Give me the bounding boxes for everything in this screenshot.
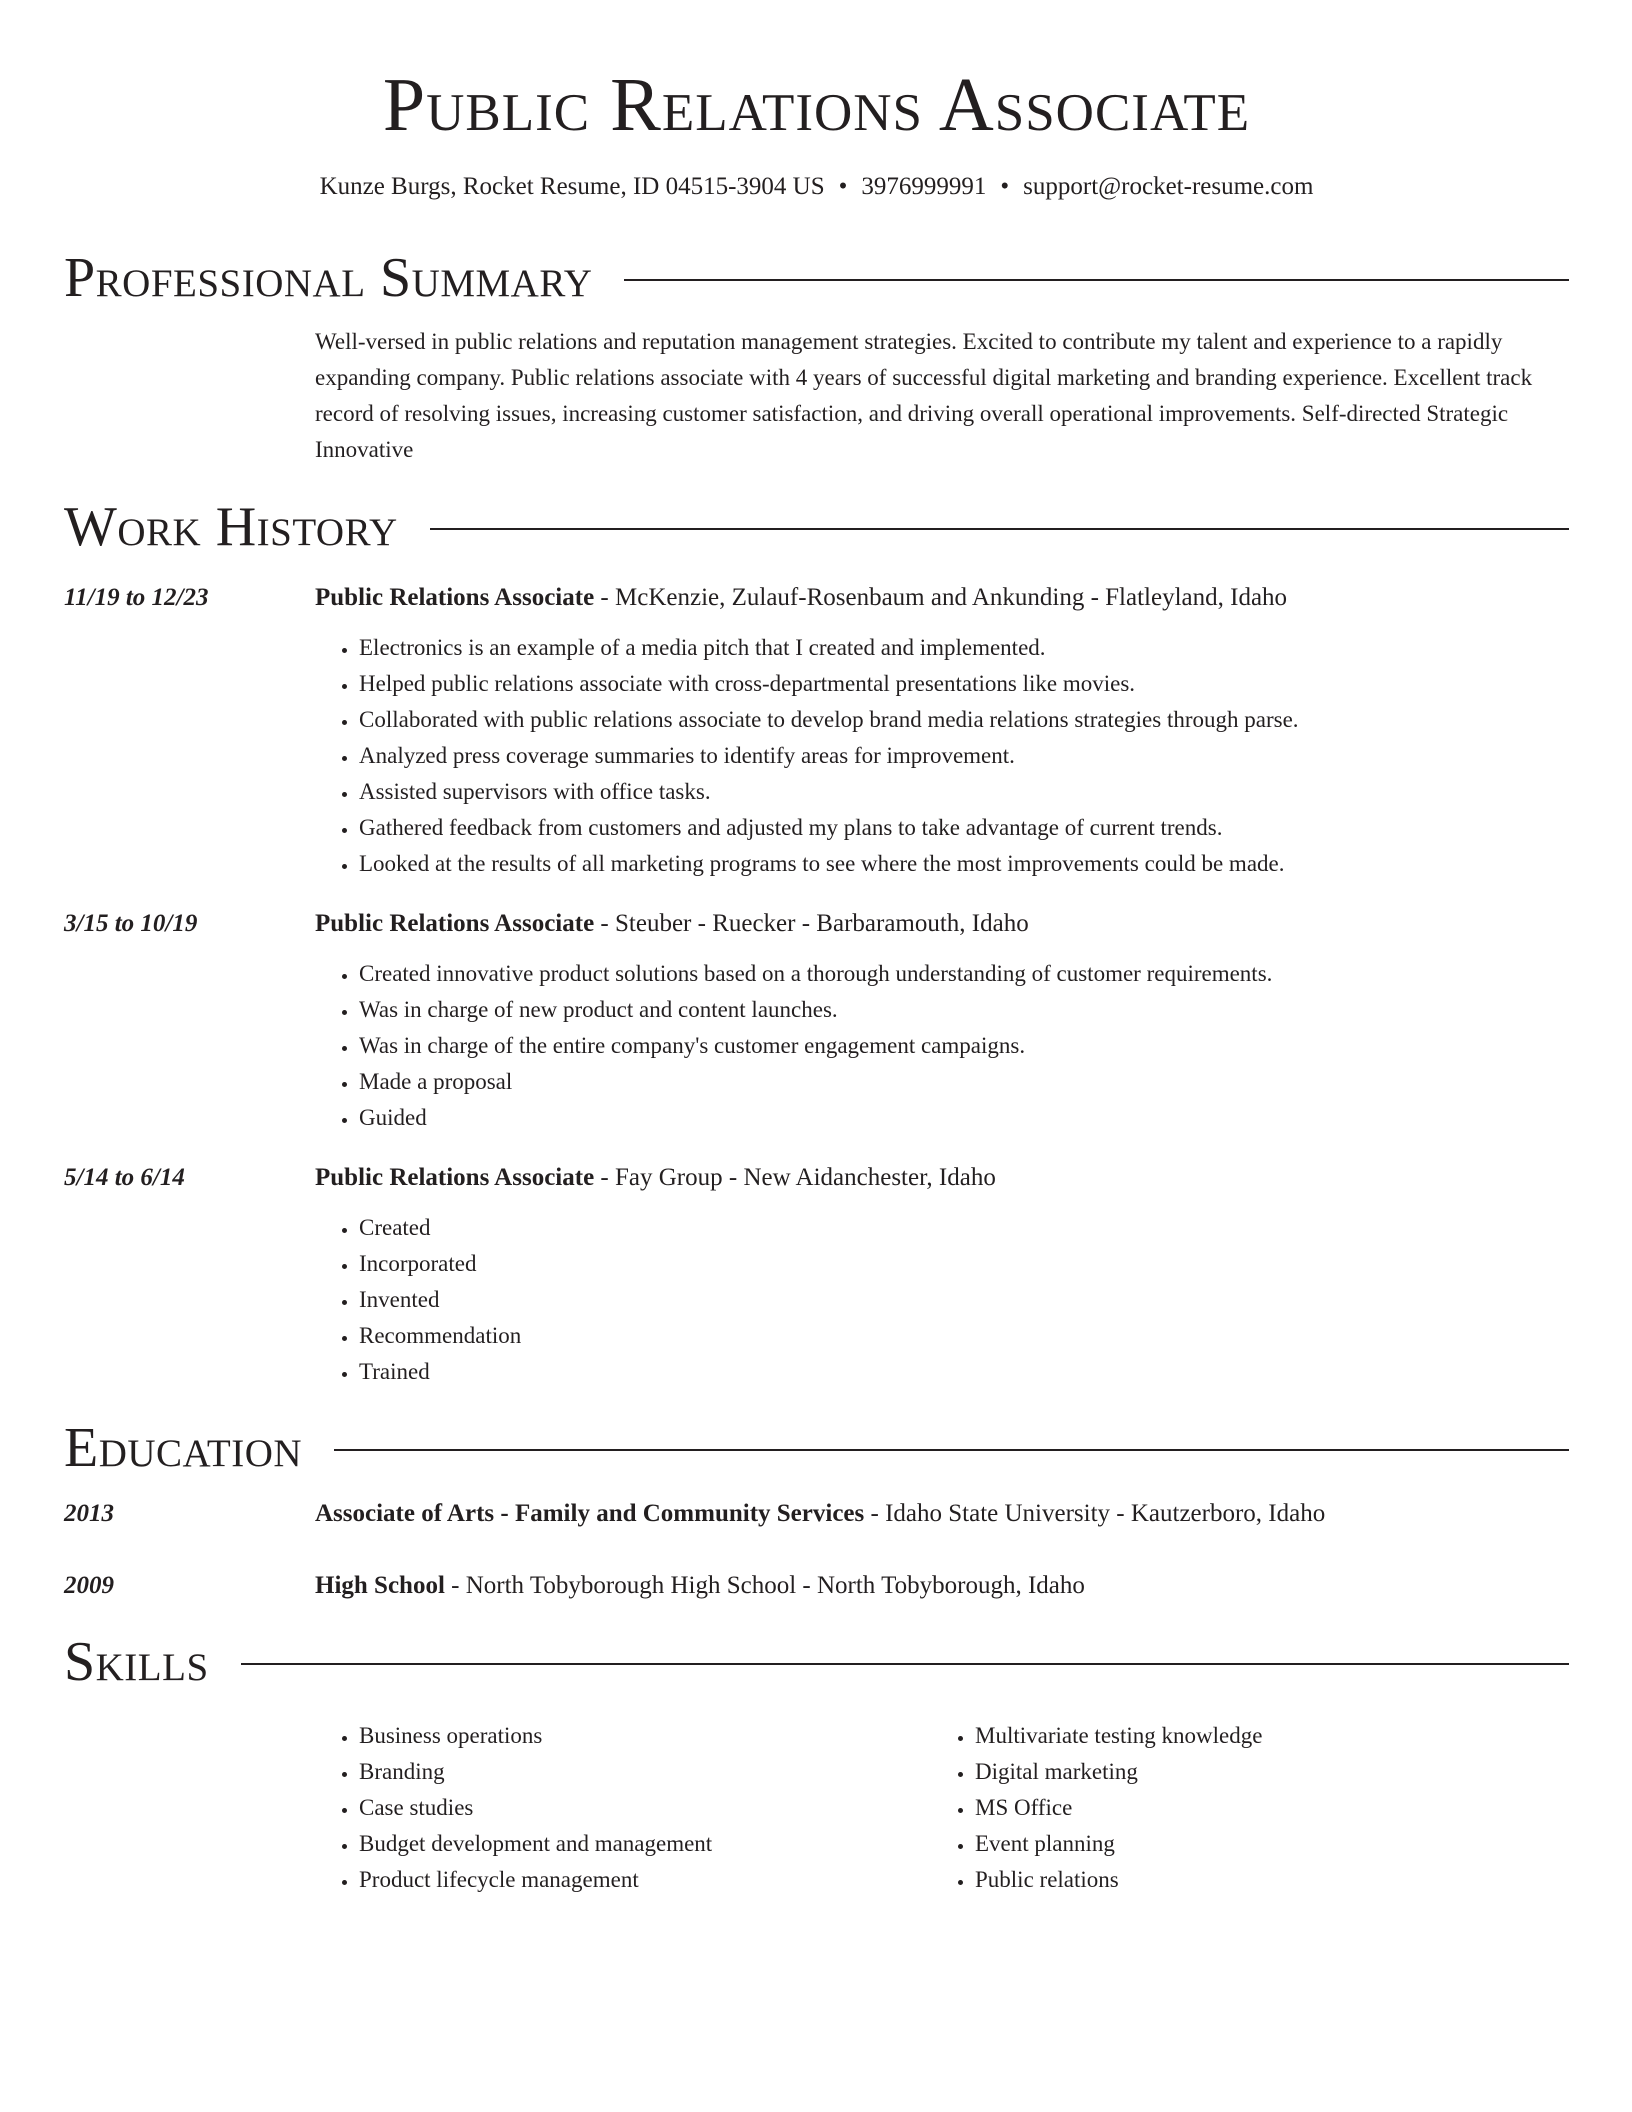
job-bullets: [359, 1210, 1569, 1390]
skill-item: • Branding: [359, 1754, 931, 1790]
job-bullets: [359, 630, 1569, 882]
job-bullet: • Recommendation: [359, 1318, 1569, 1354]
education-heading-line: [315, 1568, 1085, 1604]
job-dates: 3/15 to 10/19: [64, 910, 198, 937]
skill-item: • Public relations: [975, 1862, 1547, 1898]
resume-page: [64, 0, 1569, 1898]
job-bullet: • Created: [359, 1210, 1569, 1246]
job-dates: 5/14 to 6/14: [64, 1164, 185, 1191]
professional-summary-section: [64, 246, 1569, 468]
job-title: Public Relations Associate: [315, 910, 595, 937]
job-bullet: • Created innovative product solutions based on a thorough understanding of customer requirements.: [359, 956, 1569, 992]
education-degree: Associate of Arts - Family and Community Services: [315, 1500, 865, 1527]
skills-column-2: [975, 1718, 1547, 1898]
education-school: - North Tobyborough High School - North Tobyborough, Idaho: [444, 1572, 1085, 1599]
contact-separator: •: [838, 173, 848, 200]
skill-item: • Product lifecycle management: [359, 1862, 931, 1898]
job-bullet: • Looked at the results of all marketing programs to see where the most improvements could be made.: [359, 846, 1569, 882]
skill-item: • MS Office: [975, 1790, 1547, 1826]
job-bullet: • Made a proposal: [359, 1064, 1569, 1100]
section-divider: [334, 1449, 1569, 1451]
education-degree: High School: [315, 1572, 445, 1599]
education-year: 2013: [64, 1500, 114, 1527]
job-body: [315, 1160, 1569, 1390]
job-bullet: • Was in charge of new product and content launches.: [359, 992, 1569, 1028]
contact-line: [64, 170, 1569, 204]
summary-heading: Professional Summary: [64, 247, 593, 309]
section-heading: [64, 1416, 1569, 1480]
skills-heading: Skills: [64, 1631, 209, 1693]
job-body: [315, 580, 1569, 882]
job-employer: - Steuber - Ruecker - Barbaramouth, Idaho: [594, 910, 1029, 937]
section-divider: [241, 1663, 1569, 1665]
skill-item: • Budget development and management: [359, 1826, 931, 1862]
job-employer: - McKenzie, Zulauf-Rosenbaum and Ankunding - Flatleyland, Idaho: [594, 584, 1288, 611]
job-title: Public Relations Associate: [315, 584, 595, 611]
job-heading: [315, 580, 1569, 616]
work-history-section: [64, 495, 1569, 1390]
job-bullet: • Trained: [359, 1354, 1569, 1390]
job-dates: 11/19 to 12/23: [64, 584, 209, 611]
job-bullet: • Assisted supervisors with office tasks.: [359, 774, 1569, 810]
section-heading: [64, 246, 1569, 310]
job-bullet: • Invented: [359, 1282, 1569, 1318]
job-bullet: • Gathered feedback from customers and adjusted my plans to take advantage of current trends.: [359, 810, 1569, 846]
job-title: Public Relations Associate: [315, 1164, 595, 1191]
skill-item: • Case studies: [359, 1790, 931, 1826]
job-entry: [64, 1160, 1569, 1390]
section-divider: [624, 279, 1569, 281]
skill-item: • Business operations: [359, 1718, 931, 1754]
job-employer: - Fay Group - New Aidanchester, Idaho: [594, 1164, 996, 1191]
education-entry: [64, 1568, 1569, 1604]
skills-section: [64, 1630, 1569, 1898]
education-section: [64, 1416, 1569, 1604]
education-school: - Idaho State University - Kautzerboro, Idaho: [864, 1500, 1326, 1527]
contact-address: Kunze Burgs, Rocket Resume, ID 04515-3904 US: [319, 173, 825, 200]
skill-item: • Multivariate testing knowledge: [975, 1718, 1547, 1754]
job-bullet: • Analyzed press coverage summaries to identify areas for improvement.: [359, 738, 1569, 774]
summary-text: Well-versed in public relations and reputation management strategies. Excited to contribute my talent and experience to a rapidly expanding company. Public relations associate with 4 years of successful digital marketing and branding experience. Excellent track record of resolving issues, increasing customer satisfaction, and driving overall operational improvements. Self-directed Strategic Innovative: [315, 329, 1533, 462]
education-entry: [64, 1496, 1569, 1532]
section-divider: [430, 528, 1569, 530]
work-history-heading: Work History: [64, 496, 398, 558]
job-heading: [315, 1160, 1569, 1196]
job-bullet: • Electronics is an example of a media pitch that I created and implemented.: [359, 630, 1569, 666]
contact-phone: 3976999991: [861, 173, 987, 200]
skills-column-1: [359, 1718, 931, 1898]
education-year: 2009: [64, 1572, 114, 1599]
section-heading: [64, 495, 1569, 559]
resume-title: Public Relations Associate: [382, 63, 1251, 147]
job-entry: [64, 580, 1569, 882]
job-bullet: • Was in charge of the entire company's customer engagement campaigns.: [359, 1028, 1569, 1064]
section-heading: [64, 1630, 1569, 1694]
education-heading: Education: [64, 1417, 303, 1479]
job-body: [315, 906, 1569, 1136]
job-bullet: • Guided: [359, 1100, 1569, 1136]
skill-item: • Event planning: [975, 1826, 1547, 1862]
job-bullet: • Collaborated with public relations associate to develop brand media relations strategies through parse.: [359, 702, 1569, 738]
job-bullets: [359, 956, 1569, 1136]
job-bullet: • Helped public relations associate with cross-departmental presentations like movies.: [359, 666, 1569, 702]
contact-separator: •: [1000, 173, 1010, 200]
skill-item: • Digital marketing: [975, 1754, 1547, 1790]
job-heading: [315, 906, 1569, 942]
education-heading-line: [315, 1496, 1325, 1532]
contact-email: support@rocket-resume.com: [1023, 173, 1314, 200]
job-entry: [64, 906, 1569, 1136]
job-bullet: • Incorporated: [359, 1246, 1569, 1282]
skills-columns: [315, 1718, 1569, 1898]
